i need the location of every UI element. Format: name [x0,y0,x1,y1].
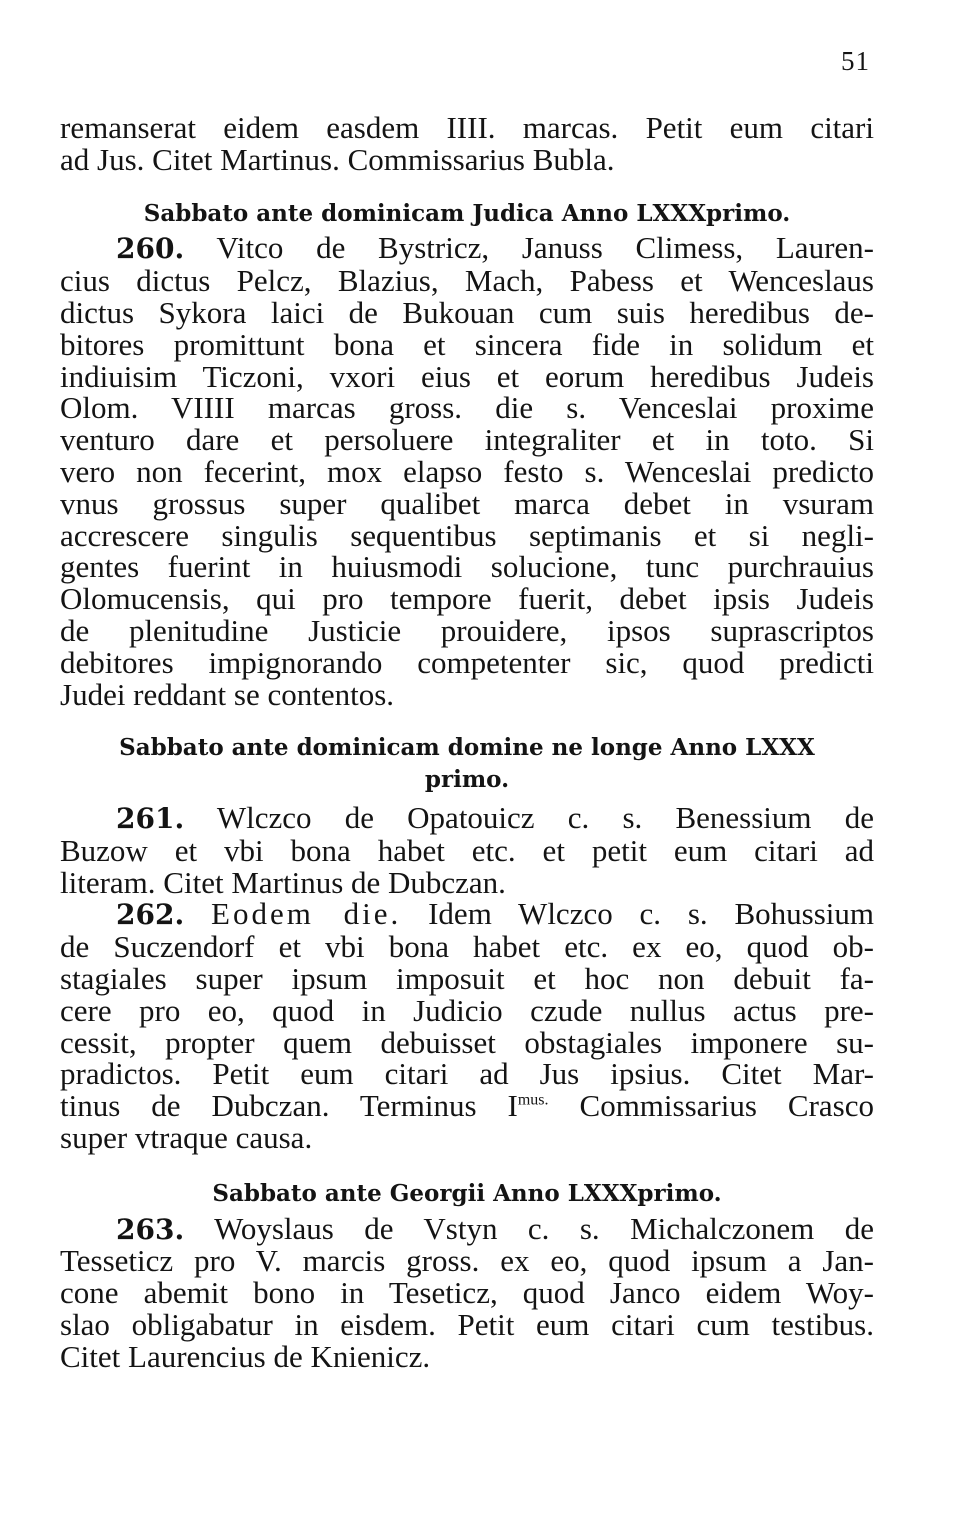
text-line: vero non fecerint, mox elapso festo s. Wenceslai predicto [60,453,874,489]
text-line: gentes fuerint in huiusmodi solucione, tunc purchrauius [60,549,874,585]
page-number: 51 [841,46,870,76]
entry-262-first-line: 262. Eodem die. Idem Wlczco c. s. Bohussium [116,896,875,932]
text-line: pradictos. Petit eum citari ad Jus ipsius. Citet Mar- [60,1056,874,1092]
entry-number: 260. [116,232,185,266]
text-line: stagiales super ipsum imposuit et hoc non debuit fa- [60,960,874,996]
text-line: de Suczendorf et vbi bona habet etc. ex eo, quod ob- [60,929,874,965]
text-line: Olomucensis, qui pro tempore fuerit, debet ipsis Judeis [60,581,874,617]
section-heading: Sabbato ante dominicam domine ne longe Anno LXXX [119,734,815,762]
entry-number: 261. [116,801,185,835]
text-line: de plenitudine Justicie prouidere, ipsos suprascriptos [60,612,874,648]
text-line: super vtraque causa. [60,1119,313,1155]
superscript: mus. [517,1091,549,1109]
text-line: Olom. VIIII marcas gross. die s. Venceslai proxime [60,390,874,426]
text-line: Tesseticz pro V. marcis gross. ex eo, quod ipsum a Jan- [60,1243,874,1279]
text-line: remanserat eidem easdem IIII. marcas. Petit eum citari [60,110,874,145]
text-line: dictus Sykora laici de Bukouan cum suis heredibus de- [60,294,874,330]
text-line: debitores impignorando competenter sic, quod predicti [60,644,874,680]
text-line-terminus: tinus de Dubczan. Terminus $I^{mus.}$ Commissarius Crasco [60,1088,874,1124]
text-line: literam. Citet Martinus de Dubczan. [60,864,506,900]
text-line: indiuisim Ticzoni, vxori eius et eorum heredibus Judeis [60,358,874,394]
text-line: vnus grossus super qualibet marca debet in vsuram [60,485,874,521]
entry-260-first-line: 260. Vitco de Bystricz, Januss Climess, Lauren- [116,230,874,266]
entry-263-first-line: 263. Woyslaus de Vstyn c. s. Michalczonem de [116,1210,874,1246]
entry-number: 263. [116,1212,185,1246]
text-line: cone abemit bono in Teseticz, quod Janco eidem Woy- [60,1275,874,1311]
text-line: ad Jus. Citet Martinus. Commissarius Bubla. [60,141,615,177]
text-line: venturo dare et persoluere integraliter et in toto. Si [60,422,874,458]
spaced-date: Eodem die. [211,896,402,932]
text-line: cessit, propter quem debuisset obstagiales imponere su- [60,1024,874,1060]
text-line: Citet Laurencius de Knienicz. [60,1338,431,1374]
text-line: Judei reddant se contentos. [60,676,395,712]
text-line: accrescere singulis sequentibus septimanis et si negli- [60,517,874,553]
text-line: cius dictus Pelcz, Blazius, Mach, Pabess et Wenceslaus [60,263,874,299]
section-heading: Sabbato ante dominicam Judica Anno LXXXprimo. [143,199,791,227]
text-line: cere pro eo, quod in Judicio czude nullus actus pre- [60,992,874,1028]
section-heading-continued: primo. [424,766,510,794]
text-body [60,112,874,1372]
entry-number: 262. [116,898,185,932]
text-line: slao obligabatur in eisdem. Petit eum citari cum testibus. [60,1306,874,1342]
text-line: bitores promittunt bona et sincera fide in solidum et [60,326,874,362]
entry-261-first-line: 261. Wlczco de Opatouicz c. s. Benessium de [116,799,874,835]
text-line: Buzow et vbi bona habet etc. et petit eum citari ad [60,832,874,868]
section-heading: Sabbato ante Georgii Anno LXXXprimo. [212,1179,722,1207]
